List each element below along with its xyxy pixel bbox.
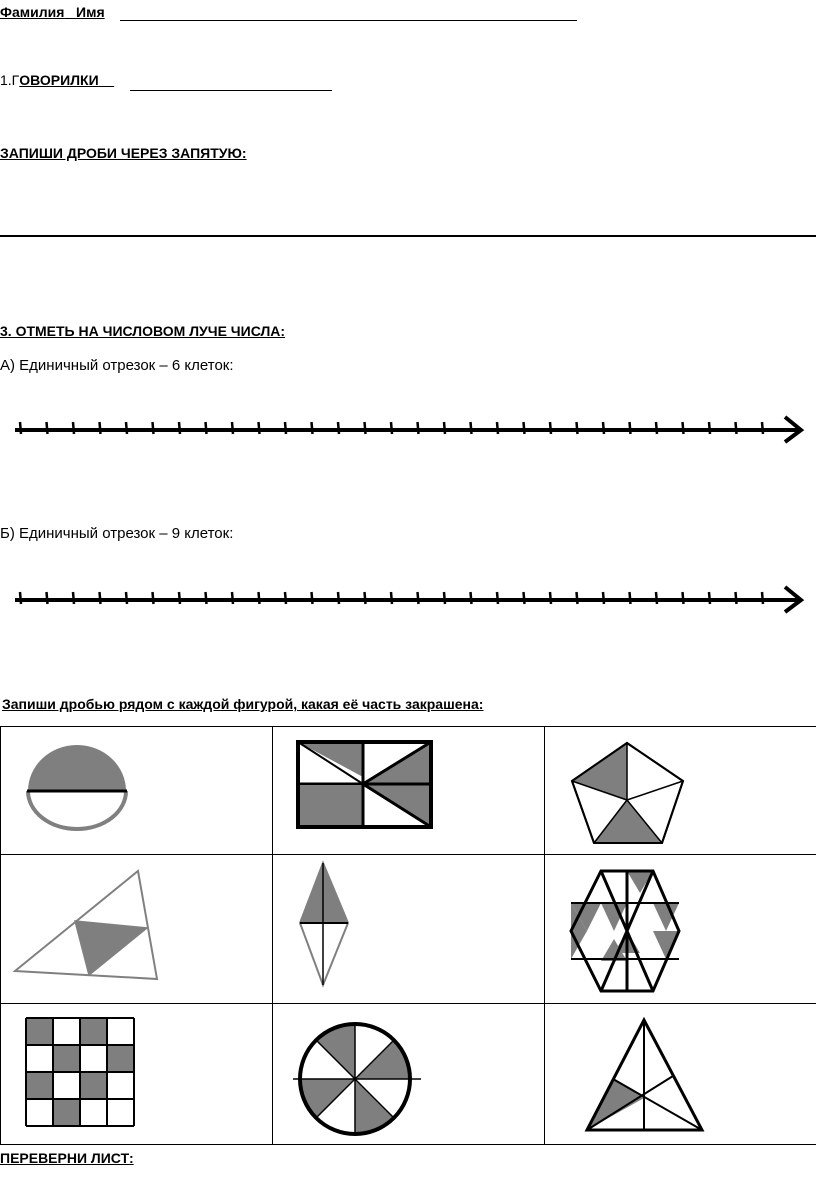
ray-b-tick (656, 592, 657, 604)
ray-b-tick (550, 592, 551, 604)
ray-a-tick (762, 422, 763, 434)
ray-a-tick (471, 422, 472, 434)
ray-b-tick (683, 592, 684, 604)
ray-a-tick (497, 422, 498, 434)
section1-fill-line[interactable] (130, 90, 332, 91)
section2-answer-line[interactable] (0, 235, 816, 237)
ray-a-tick (126, 422, 127, 434)
triangle-figure (1, 855, 272, 1003)
checker-shaded-cell (80, 1072, 107, 1099)
ray-b-tick (418, 592, 419, 604)
ray-a-tick (312, 422, 313, 434)
ray-a-tick (206, 422, 207, 434)
checker-shaded-cell (26, 1018, 53, 1045)
ray-a-tick (444, 422, 445, 434)
ray-a-tick (232, 422, 233, 434)
ray-b-tick (285, 592, 286, 604)
ray-b-tick (312, 592, 313, 604)
ray-a-tick (365, 422, 366, 434)
rhombus-figure (273, 855, 544, 1003)
ray-b-tick (206, 592, 207, 604)
ray-a-tick (259, 422, 260, 434)
ray-a-tick (656, 422, 657, 434)
section1-heading: 1.ГОВОРИЛКИ (0, 72, 99, 88)
cell-subdivided-triangle[interactable] (545, 1004, 816, 1145)
ray-b-tick (709, 592, 710, 604)
ray-b-tick (338, 592, 339, 604)
cell-hexagon[interactable] (545, 855, 816, 1004)
hexagon-figure (545, 855, 816, 1003)
ray-a-tick (736, 422, 737, 434)
checker-shaded-cell (80, 1018, 107, 1045)
ray-a-tick (683, 422, 684, 434)
pentagon-figure (545, 727, 816, 854)
section2-instruction: ЗАПИШИ ДРОБИ ЧЕРЕЗ ЗАПЯТУЮ: (0, 145, 247, 161)
section3-title: 3. ОТМЕТЬ НА ЧИСЛОВОМ ЛУЧЕ ЧИСЛА: (0, 323, 286, 339)
ray-b-tick (20, 592, 21, 604)
ray-a-tick (524, 422, 525, 434)
ray-b-tick (126, 592, 127, 604)
section4-instruction: Запиши дробью рядом с каждой фигурой, какая её часть закрашена: (2, 696, 484, 712)
cell-pentagon[interactable] (545, 727, 816, 855)
ray-b-tick (736, 592, 737, 604)
ray-b-tick (100, 592, 101, 604)
half-circle-figure (1, 727, 272, 854)
ray-a-tick (100, 422, 101, 434)
ray-a-tick (47, 422, 48, 434)
ray-b-tick (73, 592, 74, 604)
ray-b-tick (179, 592, 180, 604)
ray-b-tick (391, 592, 392, 604)
ray-a-tick (338, 422, 339, 434)
eight-sector-circle-figure (273, 1004, 544, 1144)
checker-grid-figure (1, 1004, 272, 1144)
ray-b-tick (153, 592, 154, 604)
ray-a-tick (709, 422, 710, 434)
ray-b-tick (365, 592, 366, 604)
ray-b-tick (444, 592, 445, 604)
ray-a-tick (179, 422, 180, 434)
number-ray-b[interactable] (0, 575, 816, 620)
split-rectangle-figure (273, 727, 544, 854)
ray-a-tick (603, 422, 604, 434)
ray-a-tick (153, 422, 154, 434)
ray-b-tick (524, 592, 525, 604)
cell-rhombus[interactable] (273, 855, 545, 1004)
shapes-table (0, 726, 816, 1145)
ray-b-tick (47, 592, 48, 604)
ray-a-tick (285, 422, 286, 434)
ray-b-tick (497, 592, 498, 604)
ray-a-tick (391, 422, 392, 434)
ray-b-tick (603, 592, 604, 604)
name-fill-line[interactable] (120, 20, 577, 21)
ray-b-tick (232, 592, 233, 604)
ray-a-tick (20, 422, 21, 434)
ray-b-tick (259, 592, 260, 604)
ray-b-tick (471, 592, 472, 604)
ray-a-tick (550, 422, 551, 434)
ray-a-tick (418, 422, 419, 434)
number-ray-a[interactable] (0, 405, 816, 450)
part-b-label: Б) Единичный отрезок – 9 клеток: (0, 525, 234, 542)
checker-shaded-cell (26, 1072, 53, 1099)
cell-split-rectangle[interactable] (273, 727, 545, 855)
cell-eight-sector-circle[interactable] (273, 1004, 545, 1145)
cell-checker-grid[interactable] (1, 1004, 273, 1145)
cell-triangle[interactable] (1, 855, 273, 1004)
checker-shaded-cell (107, 1045, 134, 1072)
ray-b-tick (630, 592, 631, 604)
surname-label: Фамилия Имя (0, 4, 105, 20)
ray-b-tick (577, 592, 578, 604)
ray-a-tick (630, 422, 631, 434)
ray-a-tick (73, 422, 74, 434)
footer-instruction: ПЕРЕВЕРНИ ЛИСТ: (0, 1150, 134, 1166)
checker-shaded-cell (53, 1099, 80, 1126)
part-a-label: А) Единичный отрезок – 6 клеток: (0, 357, 234, 374)
subdivided-triangle-figure (545, 1004, 816, 1144)
checker-shaded-cell (53, 1045, 80, 1072)
ray-b-tick (762, 592, 763, 604)
ray-a-tick (577, 422, 578, 434)
cell-half-circle[interactable] (1, 727, 273, 855)
